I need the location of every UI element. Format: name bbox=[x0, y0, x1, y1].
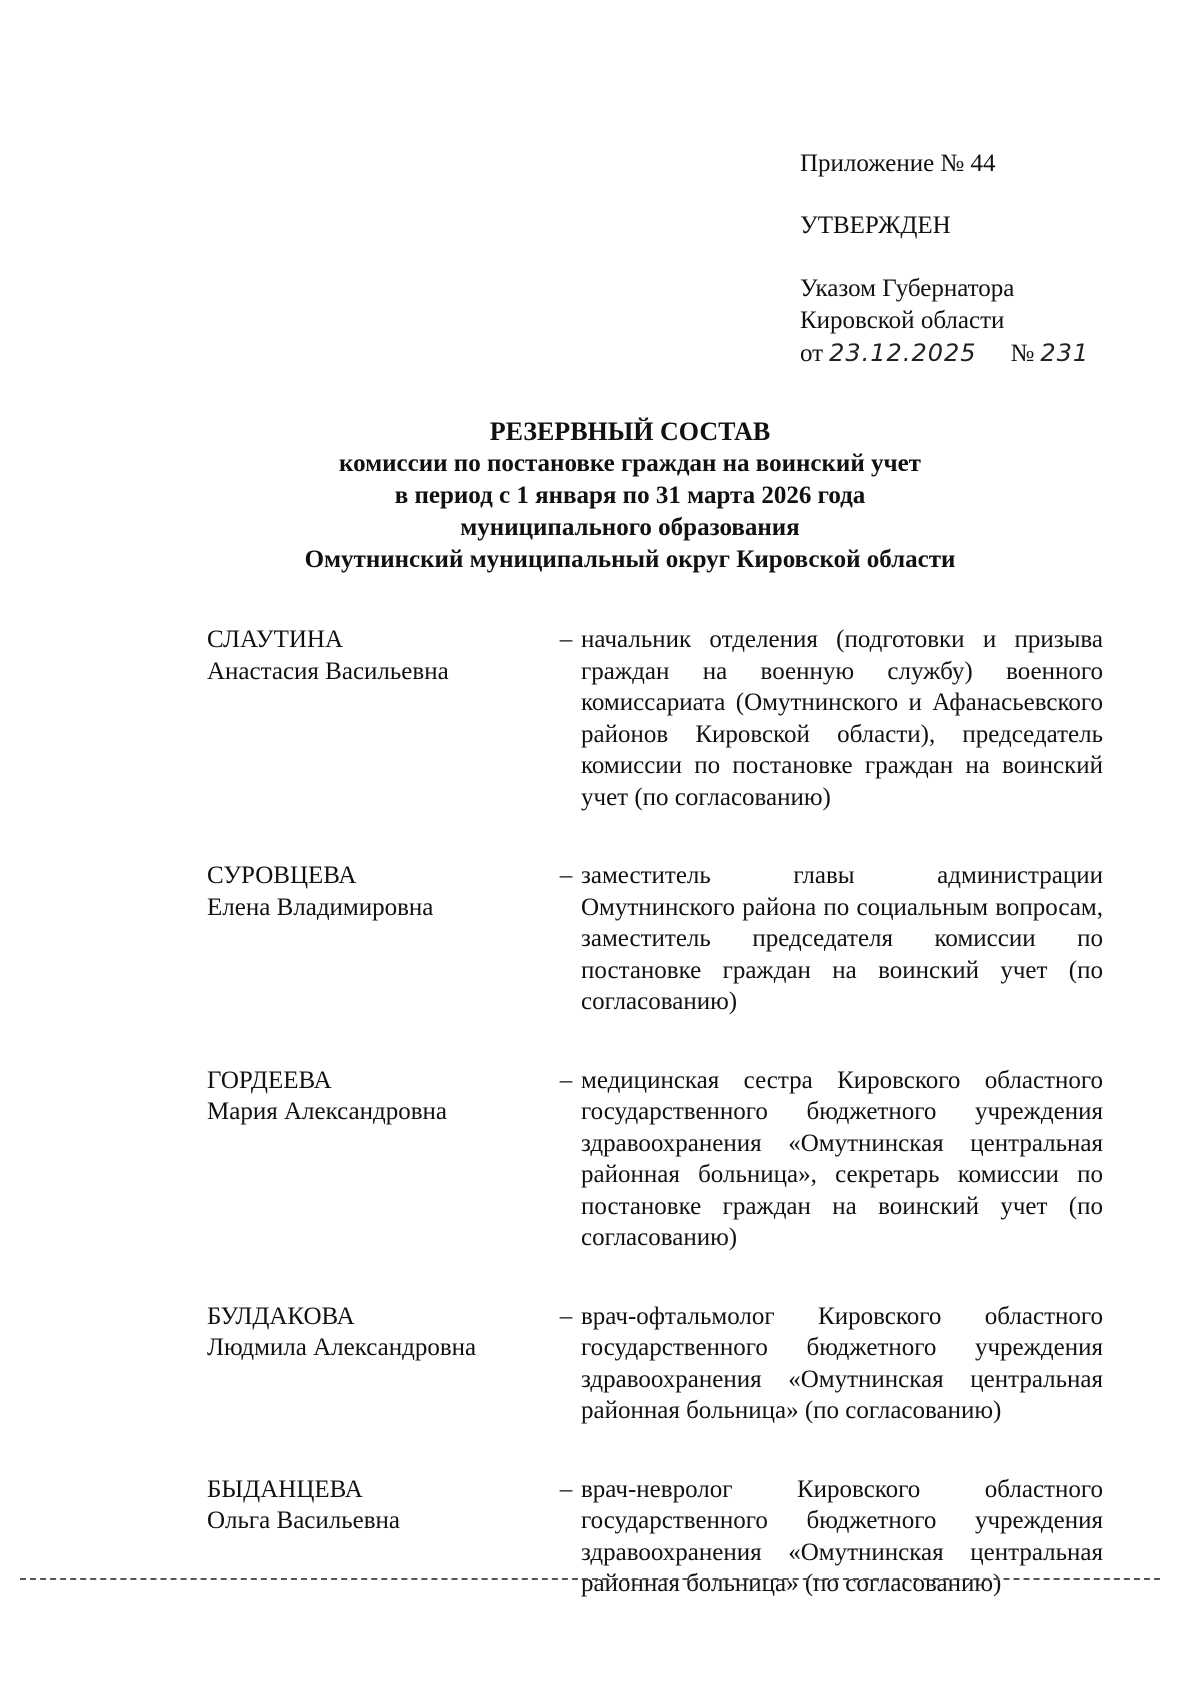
member-role: заместитель главы администрации Омутнинского района по социальным вопросам, заместитель председателя комиссии по постановке граждан на воинский учет (по согласованию) bbox=[581, 862, 1103, 1015]
member-entry bbox=[207, 1474, 1123, 1600]
handwritten-number: 231 bbox=[1040, 339, 1090, 367]
member-dash: – bbox=[559, 1302, 573, 1330]
approved-label: УТВЕРЖДЕН bbox=[800, 212, 951, 239]
member-given-names: Мария Александровна bbox=[207, 1098, 447, 1125]
member-surname: СЛАУТИНА bbox=[207, 626, 343, 653]
member-entry bbox=[207, 624, 1123, 813]
member-given-names: Ольга Васильевна bbox=[207, 1507, 401, 1534]
member-dash: – bbox=[559, 1066, 573, 1094]
title-line-2: в период с 1 января по 31 марта 2026 года bbox=[394, 482, 866, 509]
approved-by-line1: Указом Губернатора bbox=[800, 275, 1015, 302]
member-entry bbox=[207, 1301, 1123, 1427]
page-cut-line bbox=[20, 1578, 1160, 1580]
member-given-names: Елена Владимировна bbox=[207, 893, 434, 921]
member-dash: – bbox=[559, 862, 573, 889]
member-surname: СУРОВЦЕВА bbox=[207, 862, 357, 889]
decree-line bbox=[800, 337, 1180, 370]
member-surname: ГОРДЕЕВА bbox=[207, 1066, 332, 1094]
member-dash: – bbox=[559, 1475, 573, 1503]
title-line-1: комиссии по постановке граждан на воинский учет bbox=[339, 450, 921, 477]
title-main: РЕЗЕРВНЫЙ СОСТАВ bbox=[489, 417, 771, 446]
member-entry bbox=[207, 1065, 1123, 1254]
members-list bbox=[207, 624, 1123, 1600]
approved-by-line2: Кировской области bbox=[800, 307, 1005, 334]
document-title bbox=[200, 416, 1060, 576]
member-entry bbox=[207, 860, 1123, 1018]
member-name bbox=[207, 1301, 551, 1364]
member-name bbox=[207, 860, 551, 923]
appendix-number: Приложение № 44 bbox=[800, 150, 996, 177]
from-label: от bbox=[800, 340, 824, 367]
handwritten-date: 23.12.2025 bbox=[829, 339, 977, 367]
member-surname: БЫДАНЦЕВА bbox=[207, 1475, 363, 1503]
member-name bbox=[207, 1474, 551, 1537]
member-role: врач-невролог Кировского областного государственного бюджетного учреждения здравоохранения «Омутнинская центральная районная больница» (по согласованию) bbox=[581, 1475, 1103, 1597]
member-role: медицинская сестра Кировского областного государственного бюджетного учреждения здравоохранения «Омутнинская центральная районная больница», секретарь комиссии по постановке граждан на воинский учет (по согласованию) bbox=[581, 1066, 1103, 1251]
member-role: начальник отделения (подготовки и призыва граждан на военную службу) военного комиссариата (Омутнинского и Афанасьевского районов Кировской области), председатель комиссии по постановке граждан на воинский учет (по согласованию) bbox=[581, 626, 1103, 811]
member-name bbox=[207, 624, 551, 687]
number-label: № bbox=[1010, 340, 1035, 367]
title-line-4: Омутнинский муниципальный округ Кировской области bbox=[304, 546, 956, 573]
appendix-header bbox=[800, 148, 1180, 370]
member-role: врач-офтальмолог Кировского областного государственного бюджетного учреждения здравоохранения «Омутнинская центральная районная больница» (по согласованию) bbox=[581, 1302, 1103, 1424]
member-given-names: Людмила Александровна bbox=[207, 1334, 477, 1361]
member-dash: – bbox=[559, 626, 573, 653]
member-surname: БУЛДАКОВА bbox=[207, 1302, 355, 1330]
member-given-names: Анастасия Васильевна bbox=[207, 657, 449, 685]
member-name bbox=[207, 1065, 551, 1128]
title-line-3: муниципального образования bbox=[460, 514, 800, 541]
